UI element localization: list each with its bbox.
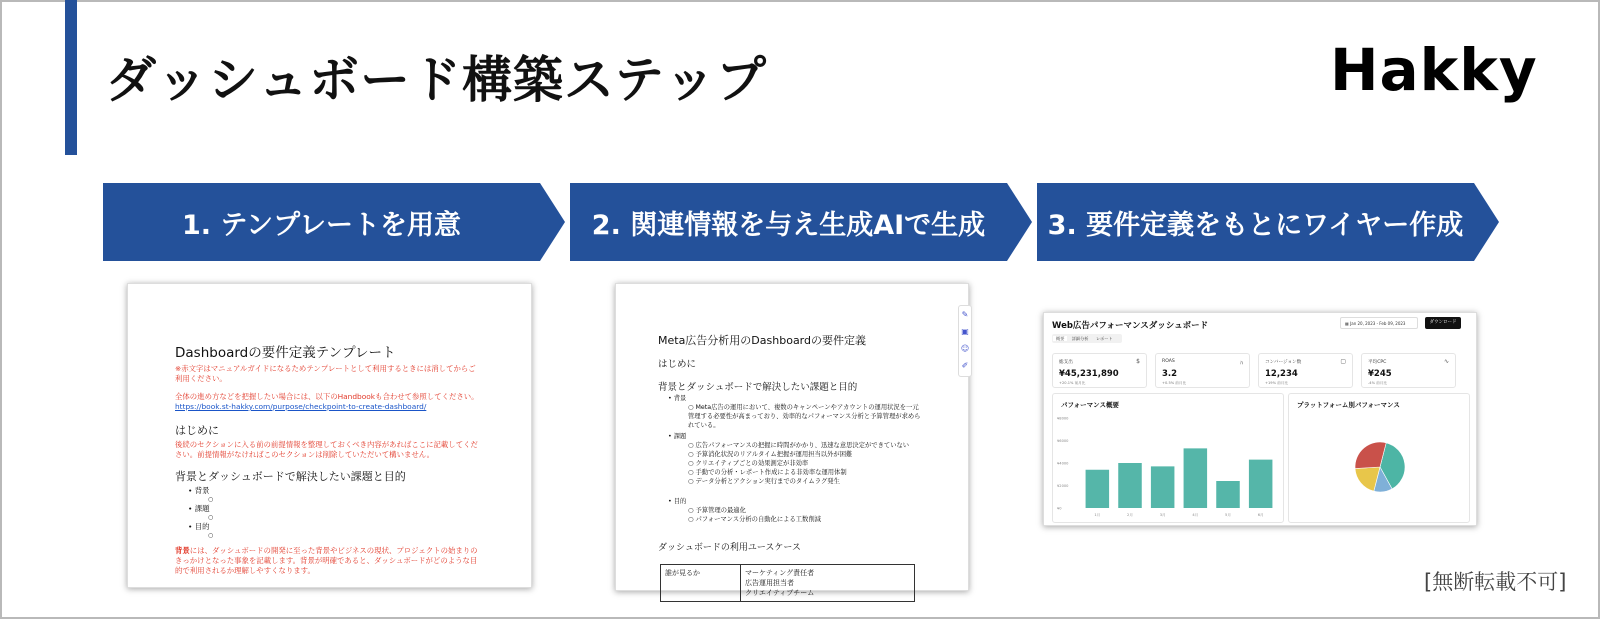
table-value: クリエイティブチーム xyxy=(745,589,815,597)
doc1-footer-note xyxy=(175,546,480,576)
doc1-bullet-background-label: 背景 xyxy=(194,486,210,495)
table-value: マーケティング責任者 xyxy=(745,569,815,577)
doc1-section-intro: はじめに xyxy=(175,424,219,437)
doc1-footer-bold: 背景 xyxy=(175,546,190,555)
dashboard-tabs xyxy=(1052,334,1122,343)
tab-detail-analysis[interactable]: 詳細分析 xyxy=(1071,336,1089,341)
calendar-icon: ▦ xyxy=(1345,321,1351,326)
y-tick-label: ¥0 xyxy=(1057,506,1062,511)
kpi-label: 平均CPC xyxy=(1368,360,1387,365)
step-2-label: 2. 関連情報を与え生成AIで生成 xyxy=(591,209,986,241)
y-tick-label: ¥8000 xyxy=(1057,416,1069,421)
dashboard-wireframe xyxy=(1043,312,1477,526)
kpi-value: ¥45,231,890 xyxy=(1059,369,1119,379)
doc1-sub-bullet-2: ○ xyxy=(208,514,214,521)
suggest-icon[interactable]: ✐ xyxy=(961,361,969,370)
title-accent-bar xyxy=(65,0,77,155)
doc2-section-intro: はじめに xyxy=(658,359,697,370)
watermark: [無断転載不可] xyxy=(1424,570,1567,594)
step-1-arrow xyxy=(103,183,565,261)
step-3-arrow xyxy=(1037,183,1499,261)
kpi-value: 3.2 xyxy=(1162,369,1178,379)
doc1-note-2: 全体の進め方などを把握したい場合には、以下のHandbookも合わせて参照してください。 xyxy=(175,392,479,401)
table-value-cell xyxy=(741,565,915,602)
activity-icon: ∿ xyxy=(1443,358,1449,365)
x-tick-label: 6月 xyxy=(1257,513,1264,517)
pie-panel-title: プラットフォーム別パフォーマンス xyxy=(1297,401,1400,409)
step-3-label: 3. 要件定義をもとにワイヤー作成 xyxy=(1047,209,1464,241)
doc2-goal-list xyxy=(688,506,923,524)
step-1-label: 1. テンプレートを用意 xyxy=(181,209,461,241)
doc1-note-1: ※赤文字はマニュアルガイドになるためテンプレートとして利用するときには消してからご利用ください。 xyxy=(175,364,476,383)
doc2-section-background: 背景とダッシュボードで解決したい課題と目的 xyxy=(658,382,858,393)
kpi-card-avg-cpc xyxy=(1361,353,1456,388)
emoji-icon[interactable]: ☺ xyxy=(960,344,970,353)
hakky-logo: Hakky xyxy=(1330,36,1538,104)
doc2-issue-list xyxy=(688,441,923,486)
x-tick-label: 1月 xyxy=(1094,513,1101,517)
doc1-title: Dashboardの要件定義テンプレート xyxy=(175,345,396,361)
bar xyxy=(1184,448,1208,508)
x-tick-label: 4月 xyxy=(1192,513,1199,517)
doc1-bullet-issue: • 課題 xyxy=(188,504,210,513)
doc2-issue-item: ○ 広告パフォーマンスの把握に時間がかかり、迅速な意思決定ができていない xyxy=(688,442,910,449)
platform-performance-panel xyxy=(1288,393,1470,523)
table-value: 広告運用担当者 xyxy=(745,579,794,587)
download-button[interactable]: ダウンロード xyxy=(1425,317,1461,329)
kpi-value: ¥245 xyxy=(1368,369,1392,379)
kpi-change: +0.5% 前月比 xyxy=(1162,381,1187,385)
bar xyxy=(1249,460,1273,508)
doc1-bullet-background: • 背景 xyxy=(188,486,210,495)
x-tick-label: 3月 xyxy=(1159,513,1166,517)
doc2-issue-item-text: クリエイティブごとの効果測定が非効率 xyxy=(695,460,809,467)
platform-pie-chart xyxy=(1289,412,1471,524)
doc1-sub-bullet-3: ○ xyxy=(208,532,214,539)
card-icon: ▢ xyxy=(1340,358,1346,365)
usecase-table xyxy=(660,564,915,602)
doc2-issue-item: ○ クリエイティブごとの効果測定が非効率 xyxy=(688,460,809,467)
kpi-label: ROAS xyxy=(1162,359,1175,364)
doc2-issue-item: ○ 予算消化状況のリアルタイム把握が運用担当以外が困難 xyxy=(688,451,853,458)
kpi-value: 12,234 xyxy=(1265,369,1298,379)
doc2-issue-item-text: 予算消化状況のリアルタイム把握が運用担当以外が困難 xyxy=(695,451,853,458)
doc2-issue-item-text: データ分析とアクション実行までのタイムラグ発生 xyxy=(695,478,840,485)
y-tick-label: ¥6000 xyxy=(1057,439,1069,443)
date-range-picker[interactable] xyxy=(1340,317,1418,329)
x-tick-label: 2月 xyxy=(1127,513,1133,517)
dollar-icon: $ xyxy=(1136,358,1140,365)
kpi-change: -4% 前月比 xyxy=(1368,381,1387,385)
kpi-card-total-spend xyxy=(1052,353,1147,388)
kpi-card-roas xyxy=(1155,353,1250,388)
date-range-text: Jan 20, 2023 - Feb 09, 2023 xyxy=(1350,321,1406,326)
doc2-title: Meta広告分析用のDashboardの要件定義 xyxy=(658,334,866,347)
doc1-section-background: 背景とダッシュボードで解決したい課題と目的 xyxy=(175,470,406,483)
doc2-bullet-issue-label: 課題 xyxy=(673,433,687,440)
slide-title: ダッシュボード構築ステップ xyxy=(106,51,767,109)
doc2-bullet-issue: • 課題 xyxy=(668,433,687,440)
bar-panel-title: パフォーマンス概要 xyxy=(1061,401,1119,409)
performance-overview-panel xyxy=(1052,393,1284,523)
doc2-issue-item-text: 広告パフォーマンスの把握に時間がかかり、迅速な意思決定ができていない xyxy=(695,442,910,449)
comment-icon[interactable]: ▣ xyxy=(961,327,969,336)
doc2-bullet-background: • 背景 xyxy=(668,395,687,402)
doc1-sub-bullet-1: ○ xyxy=(208,496,214,503)
bar xyxy=(1086,470,1110,508)
doc1-handbook-link[interactable]: https://book.st-hakky.com/purpose/checkpoint-to-create-dashboard/ xyxy=(175,402,427,411)
doc2-goal-item: ○ 予算管理の最適化 xyxy=(688,507,746,514)
tab-overview[interactable]: 概要 xyxy=(1053,336,1067,341)
doc2-bullet-background-label: 背景 xyxy=(673,395,687,402)
doc2-issue-item: ○ データ分析とアクション実行までのタイムラグ発生 xyxy=(688,478,840,485)
table-header-cell: 誰が見るか xyxy=(661,565,741,602)
kpi-card-conversions xyxy=(1258,353,1353,388)
doc2-bullet-goal: • 目的 xyxy=(668,498,687,505)
tab-report[interactable]: レポート xyxy=(1095,336,1113,341)
performance-bar-chart xyxy=(1053,412,1285,524)
doc2-section-usecase: ダッシュボードの利用ユースケース xyxy=(658,543,801,553)
y-tick-label: ¥2000 xyxy=(1057,484,1069,488)
y-tick-label: ¥4000 xyxy=(1057,461,1069,466)
kpi-change: +19% 前月比 xyxy=(1265,381,1288,385)
doc2-goal-item-text: 予算管理の最適化 xyxy=(695,507,746,514)
doc2-issue-item: ○ 手動での分析・レポート作成による非効率な運用体制 xyxy=(688,469,847,476)
table-row xyxy=(661,565,915,602)
doc-side-toolbar xyxy=(958,305,972,377)
doc2-goal-item: ○ パフォーマンス分析の自動化による工数削減 xyxy=(688,516,821,523)
doc2-issue-item-text: 手動での分析・レポート作成による非効率な運用体制 xyxy=(695,469,847,476)
bar xyxy=(1151,466,1175,508)
doc1-intro-note: 後続のセクションに入る前の前提情報を整理しておくべき内容があればここに記載してください。前提情報がなければこのセクションは削除していただいて構いません。 xyxy=(175,440,478,459)
dashboard-title: Web広告パフォーマンスダッシュボード xyxy=(1052,321,1209,331)
doc2-goal-item-text: パフォーマンス分析の自動化による工数削減 xyxy=(695,516,821,523)
doc1-bullet-goal-label: 目的 xyxy=(194,522,210,531)
x-tick-label: 5月 xyxy=(1225,513,1231,517)
doc1-bullet-goal: • 目的 xyxy=(188,522,210,531)
step-2-arrow xyxy=(570,183,1032,261)
edit-icon[interactable]: ✎ xyxy=(961,310,969,319)
template-document xyxy=(127,283,532,588)
doc2-background-text: ○ Meta広告の運用において、複数のキャンペーンやアカウントの運用状況を一元管理する必要性が高まっており、効率的なパフォーマンス分析と予算管理が求められている。 xyxy=(688,404,921,429)
kpi-label: 総支出 xyxy=(1059,360,1073,365)
doc2-background-text-body: Meta広告の運用において、複数のキャンペーンやアカウントの運用状況を一元管理する必要性が高まっており、効率的なパフォーマンス分析と予算管理が求められている。 xyxy=(688,404,921,429)
bar xyxy=(1216,481,1240,508)
doc1-footer-text: には、ダッシュボードの開発に至った背景やビジネスの現状、プロジェクトの始まりのきっかけとなった事象を記載します。背景が明確であると、ダッシュボードがどのような目的で利用されるか理解しやすくなります。 xyxy=(175,546,478,575)
kpi-label: コンバージョン数 xyxy=(1265,360,1302,365)
kpi-change: +20.1% 前月比 xyxy=(1059,381,1086,385)
bar xyxy=(1118,463,1142,508)
doc1-bullet-issue-label: 課題 xyxy=(194,504,210,513)
generated-requirements-document xyxy=(615,283,969,597)
users-icon: ﾊ xyxy=(1239,360,1243,367)
doc2-bullet-goal-label: 目的 xyxy=(673,498,687,505)
